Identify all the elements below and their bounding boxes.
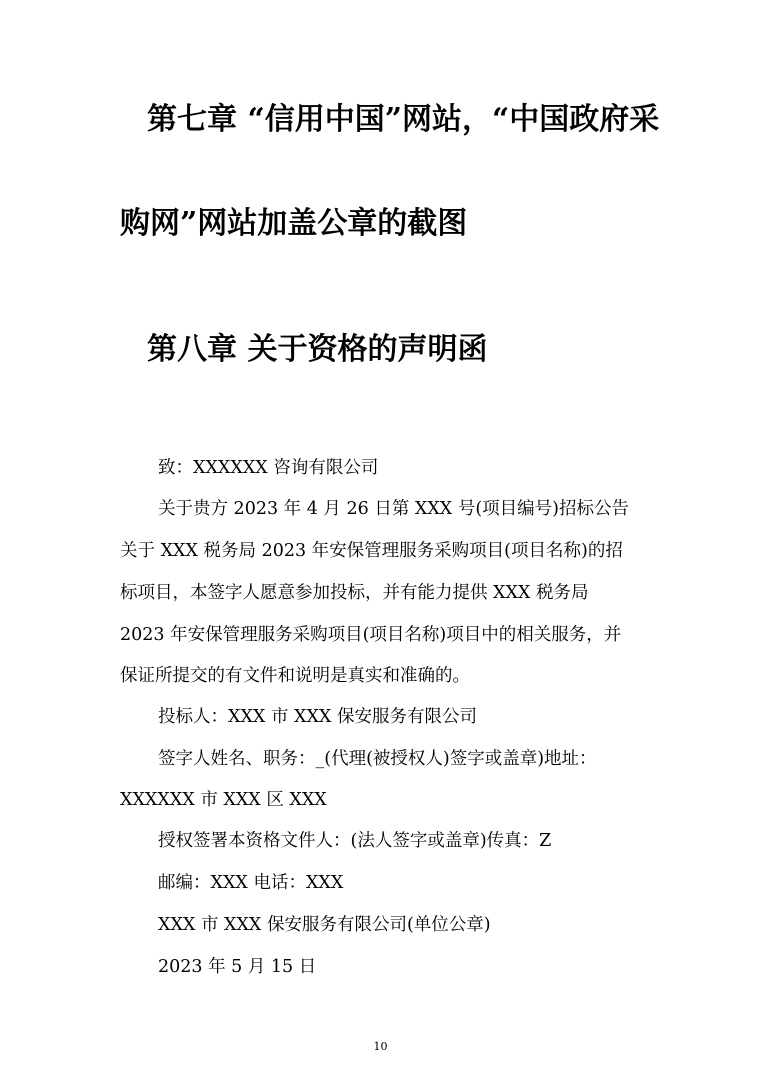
company-seal-line: XXX 市 XXX 保安服务有限公司(单位公章) — [158, 915, 491, 935]
letter-body-line: 关于贵方 2023 年 4 月 26 日第 XXX 号(项目编号)招标公告 — [158, 499, 629, 519]
chapter-7-heading-line-1: 第七章 “信用中国”网站，“中国政府采 — [147, 102, 660, 137]
page-number: 10 — [373, 1040, 388, 1053]
letter-body-line: 保证所提交的有文件和说明是真实和准确的。 — [120, 666, 470, 686]
address-line: XXXXXX 市 XXX 区 XXX — [120, 790, 327, 810]
postcode-phone-line: 邮编：XXX 电话：XXX — [158, 873, 344, 893]
authorized-signer-line: 授权签署本资格文件人：(法人签字或盖章)传真：Z — [158, 831, 552, 851]
chapter-7-heading-line-2: 购网”网站加盖公章的截图 — [120, 206, 468, 241]
letter-body-line: 标项目，本签字人愿意参加投标，并有能力提供 XXX 税务局 — [120, 583, 589, 603]
bidder-line: 投标人：XXX 市 XXX 保安服务有限公司 — [158, 707, 477, 727]
letter-body-line: 关于 XXX 税务局 2023 年安保管理服务采购项目(项目名称)的招 — [120, 541, 623, 561]
signer-line: 签字人姓名、职务：_(代理(被授权人)签字或盖章)地址： — [158, 749, 597, 769]
letter-body-line: 2023 年安保管理服务采购项目(项目名称)项目中的相关服务，并 — [120, 625, 622, 645]
chapter-8-heading: 第八章 关于资格的声明函 — [147, 332, 488, 367]
letter-addressee: 致：XXXXXX 咨询有限公司 — [158, 458, 379, 478]
letter-date: 2023 年 5 月 15 日 — [158, 957, 317, 977]
